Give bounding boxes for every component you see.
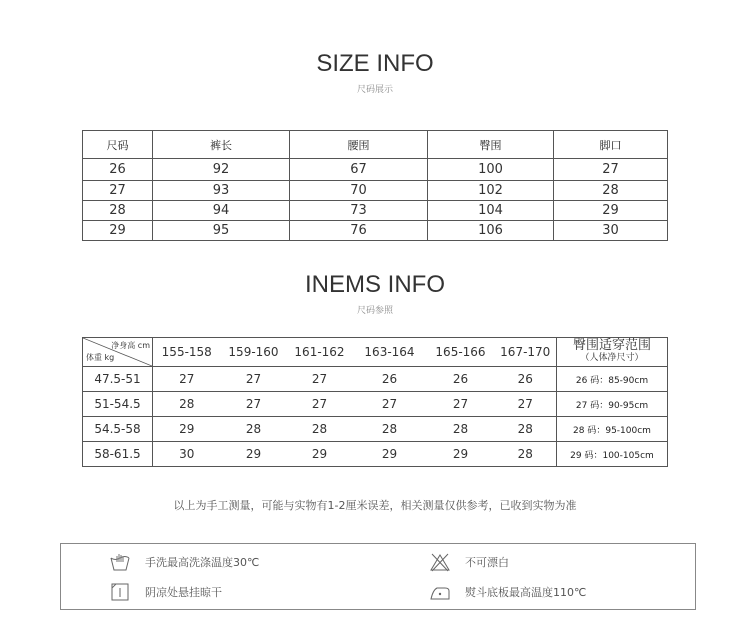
care-item-iron [429,582,586,602]
table-cell: 27 [221,367,287,392]
table-cell: 27 [83,181,153,201]
table-cell: 27 [153,367,221,392]
table-cell: 102 [428,181,554,201]
table-cell: 26 [495,367,557,392]
table-cell: 28 [221,417,287,442]
table-cell: 73 [290,201,428,221]
size-table-header [83,131,668,159]
size-header-cell: 臀围 [428,131,554,159]
care-item-line-dry [109,582,222,602]
size-header-cell: 腰围 [290,131,428,159]
table-row [83,392,668,417]
table-cell: 92 [153,159,290,181]
inems-info-title: INEMS INFO [304,271,445,298]
table-row [83,159,668,181]
weight-axis-label: 体重 kg [86,353,115,362]
care-text: 熨斗底板最高温度110℃ [465,586,587,599]
table-cell: 29 [427,442,495,467]
weight-cell: 51-54.5 [83,392,153,417]
table-row [83,367,668,392]
inems-info-subtitle: 尺码参照 [356,306,393,316]
table-cell: 27 [287,392,353,417]
fit-range-title: 臀围适穿范围 [572,338,651,353]
size-header-cell: 裤长 [153,131,290,159]
fit-range-cell: 26 码：85-90cm [557,367,668,392]
table-cell: 28 [554,181,668,201]
weight-cell: 58-61.5 [83,442,153,467]
height-axis-label: 净身高 cm [111,341,150,350]
table-cell: 28 [153,392,221,417]
height-header-cell: 159-160 [221,338,287,367]
care-text: 不可漂白 [465,556,509,569]
table-cell: 29 [221,442,287,467]
table-cell: 70 [290,181,428,201]
fit-range-cell: 29 码：100-105cm [557,442,668,467]
table-cell: 28 [83,201,153,221]
height-header-cell: 165-166 [427,338,495,367]
table-cell: 28 [427,417,495,442]
table-cell: 94 [153,201,290,221]
weight-cell: 54.5-58 [83,417,153,442]
table-cell: 28 [287,417,353,442]
fit-range-header [557,338,668,367]
table-row [83,221,668,241]
table-cell: 29 [554,201,668,221]
corner-header-cell [83,338,153,367]
weight-cell: 47.5-51 [83,367,153,392]
height-header-cell: 167-170 [495,338,557,367]
height-header-cell: 161-162 [287,338,353,367]
table-cell: 27 [221,392,287,417]
hand-wash-icon [109,552,131,572]
table-cell: 95 [153,221,290,241]
table-cell: 27 [287,367,353,392]
inems-table [82,337,668,467]
size-info-title: SIZE INFO [316,50,434,77]
table-cell: 26 [427,367,495,392]
size-header-cell: 脚口 [554,131,668,159]
fit-range-cell: 28 码：95-100cm [557,417,668,442]
table-cell: 100 [428,159,554,181]
fit-range-cell: 27 码：90-95cm [557,392,668,417]
size-table [82,130,668,241]
table-cell: 29 [153,417,221,442]
table-cell: 26 [353,367,427,392]
table-cell: 106 [428,221,554,241]
table-cell: 26 [83,159,153,181]
care-item-hand-wash [109,552,259,572]
table-cell: 93 [153,181,290,201]
fit-range-subtitle: （人体净尺寸） [580,353,644,363]
table-cell: 28 [495,417,557,442]
table-row [83,417,668,442]
inems-table-header [83,338,668,367]
table-cell: 104 [428,201,554,221]
no-bleach-icon [429,552,451,572]
table-cell: 27 [495,392,557,417]
iron-icon [429,582,451,602]
table-cell: 29 [287,442,353,467]
care-item-no-bleach [429,552,509,572]
table-row [83,442,668,467]
table-cell: 29 [353,442,427,467]
size-info-subtitle: 尺码展示 [356,85,393,95]
table-cell: 30 [153,442,221,467]
care-text: 手洗最高洗涤温度30℃ [145,556,260,569]
table-cell: 27 [353,392,427,417]
table-cell: 29 [83,221,153,241]
table-row [83,181,668,201]
table-cell: 28 [495,442,557,467]
table-cell: 28 [353,417,427,442]
table-cell: 76 [290,221,428,241]
care-instructions-box [60,543,696,610]
line-dry-shade-icon [109,582,131,602]
table-cell: 27 [427,392,495,417]
height-header-cell: 163-164 [353,338,427,367]
table-cell: 67 [290,159,428,181]
table-cell: 27 [554,159,668,181]
height-header-cell: 155-158 [153,338,221,367]
care-text: 阴凉处悬挂晾干 [145,586,222,599]
measurement-note: 以上为手工测量，可能与实物有1-2厘米误差，相关测量仅供参考，已收到实物为准 [173,499,577,512]
table-cell: 30 [554,221,668,241]
table-row [83,201,668,221]
size-header-cell: 尺码 [83,131,153,159]
